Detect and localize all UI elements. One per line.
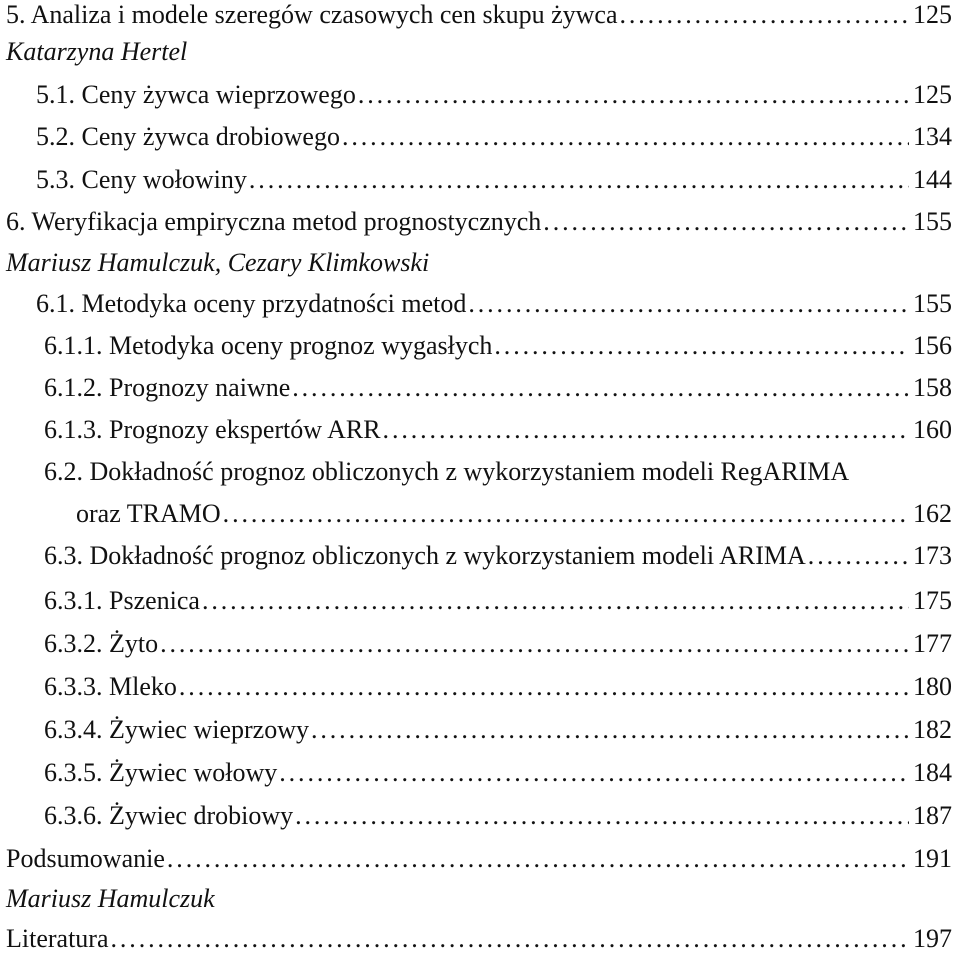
toc-entry-title: 6.2. Dokładność prognoz obliczonych z wykorzystaniem modeli RegARIMA — [44, 457, 850, 486]
toc-page-number: 184 — [913, 758, 952, 787]
dot-leader — [202, 586, 909, 616]
dot-leader — [223, 499, 909, 529]
chapter-author: Katarzyna Hertel — [6, 37, 188, 66]
toc-page-number: 125 — [913, 80, 952, 109]
toc-page-number: 125 — [913, 0, 952, 29]
toc-page-number: 134 — [913, 122, 952, 151]
toc-page-number: 197 — [913, 924, 952, 953]
dot-leader — [808, 541, 909, 571]
dot-leader — [111, 924, 910, 954]
toc-entry-title: 6. Weryfikacja empiryczna metod prognostycznych — [6, 207, 542, 236]
toc-entry-6-1-1[interactable] — [0, 331, 952, 361]
dot-leader — [160, 629, 909, 659]
dot-leader — [295, 801, 909, 831]
toc-entry-title: Literatura — [6, 924, 109, 953]
toc-page-number: 182 — [913, 715, 952, 744]
toc-page-number: 155 — [913, 207, 952, 236]
toc-entry-title: Podsumowanie — [6, 844, 165, 873]
toc-entry-bibliography[interactable] — [0, 924, 952, 954]
toc-page-number: 162 — [913, 499, 952, 528]
chapter-author: Mariusz Hamulczuk, Cezary Klimkowski — [6, 248, 430, 277]
toc-entry-6-2[interactable] — [0, 499, 952, 529]
toc-entry-6-1[interactable] — [0, 289, 952, 319]
toc-page-number: 173 — [913, 541, 952, 570]
dot-leader — [292, 373, 909, 403]
toc-entry-summary[interactable] — [0, 844, 952, 874]
dot-leader — [358, 80, 909, 110]
toc-entry-6-3-4[interactable] — [0, 715, 952, 745]
dot-leader — [494, 331, 909, 361]
toc-entry-6-3-2[interactable] — [0, 629, 952, 659]
toc-page-number: 175 — [913, 586, 952, 615]
toc-entry-6-2-line1[interactable] — [0, 457, 952, 487]
toc-entry-title: 6.3.3. Mleko — [44, 672, 177, 701]
toc-entry-chapter-5[interactable] — [0, 0, 952, 30]
toc-entry-6-3-1[interactable] — [0, 586, 952, 616]
toc-entry-title: 6.1. Metodyka oceny przydatności metod — [36, 289, 467, 318]
dot-leader — [249, 165, 909, 195]
dot-leader — [619, 0, 909, 30]
toc-entry-title: 6.3.2. Żyto — [44, 629, 159, 658]
chapter-author: Mariusz Hamulczuk — [6, 884, 215, 913]
toc-page-number: 191 — [913, 844, 952, 873]
toc-entry-title: 6.1.3. Prognozy ekspertów ARR — [44, 415, 381, 444]
toc-entry-title: 5.1. Ceny żywca wieprzowego — [36, 80, 356, 109]
toc-page-number: 144 — [913, 165, 952, 194]
toc-entry-title: oraz TRAMO — [76, 499, 221, 528]
toc-entry-5-2[interactable] — [0, 122, 952, 152]
toc-entry-6-1-2[interactable] — [0, 373, 952, 403]
toc-entry-5-1[interactable] — [0, 80, 952, 110]
toc-entry-title: 6.1.1. Metodyka oceny prognoz wygasłych — [44, 331, 493, 360]
toc-page-number: 155 — [913, 289, 952, 318]
toc-entry-title: 5.3. Ceny wołowiny — [36, 165, 247, 194]
dot-leader — [342, 122, 909, 152]
toc-entry-title: 6.3.4. Żywiec wieprzowy — [44, 715, 309, 744]
toc-entry-5-3[interactable] — [0, 165, 952, 195]
dot-leader — [383, 415, 909, 445]
toc-entry-title: 6.3.5. Żywiec wołowy — [44, 758, 278, 787]
toc-entry-title: 5.2. Ceny żywca drobiowego — [36, 122, 340, 151]
toc-page-number: 160 — [913, 415, 952, 444]
toc-entry-title: 6.3. Dokładność prognoz obliczonych z wykorzystaniem modeli ARIMA — [44, 541, 806, 570]
dot-leader — [468, 289, 909, 319]
toc-page-number: 177 — [913, 629, 952, 658]
dot-leader — [543, 207, 909, 237]
toc-entry-6-3[interactable] — [0, 541, 952, 571]
toc-page-number: 187 — [913, 801, 952, 830]
dot-leader — [179, 672, 909, 702]
toc-entry-6-3-3[interactable] — [0, 672, 952, 702]
toc-entry-title: 5. Analiza i modele szeregów czasowych cen skupu żywca — [6, 0, 618, 29]
toc-entry-title: 6.3.1. Pszenica — [44, 586, 200, 615]
dot-leader — [167, 844, 909, 874]
dot-leader — [279, 758, 909, 788]
toc-page-number: 180 — [913, 672, 952, 701]
toc-entry-6-3-5[interactable] — [0, 758, 952, 788]
toc-page-number: 158 — [913, 373, 952, 402]
toc-entry-6-3-6[interactable] — [0, 801, 952, 831]
toc-entry-6-1-3[interactable] — [0, 415, 952, 445]
dot-leader — [311, 715, 909, 745]
toc-entry-title: 6.3.6. Żywiec drobiowy — [44, 801, 294, 830]
toc-page-number: 156 — [913, 331, 952, 360]
toc-entry-title: 6.1.2. Prognozy naiwne — [44, 373, 291, 402]
toc-entry-chapter-6[interactable] — [0, 207, 952, 237]
